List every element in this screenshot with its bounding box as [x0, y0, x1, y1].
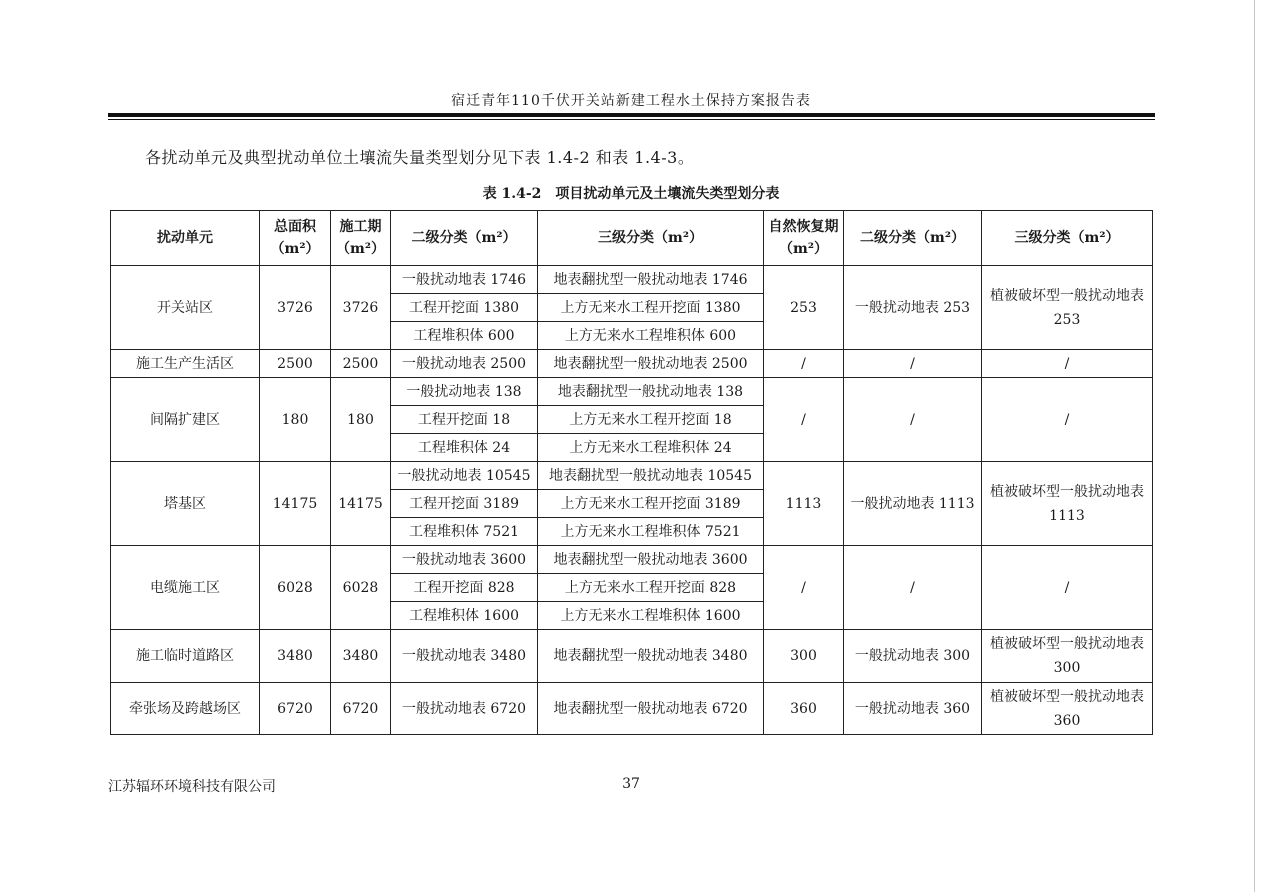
table-row	[111, 683, 1153, 735]
recovery-area-cell: /	[764, 378, 844, 462]
recovery-level3-cell: /	[982, 378, 1153, 462]
unit-cell: 牵张场及跨越场区	[111, 683, 260, 735]
level2-cell: 一般扰动地表 10545	[391, 462, 538, 490]
recovery-level2-cell: 一般扰动地表 253	[844, 266, 982, 350]
level3-cell: 上方无来水工程堆积体 7521	[538, 518, 764, 546]
construction-area-cell: 3480	[331, 630, 391, 683]
level2-cell: 工程开挖面 18	[391, 406, 538, 434]
level2-cell: 工程开挖面 828	[391, 574, 538, 602]
level2-cell: 一般扰动地表 138	[391, 378, 538, 406]
table-row	[111, 378, 1153, 406]
level3-cell: 上方无来水工程堆积体 600	[538, 322, 764, 350]
level3-cell: 地表翻扰型一般扰动地表 2500	[538, 350, 764, 378]
level2-cell: 工程堆积体 600	[391, 322, 538, 350]
level3-cell: 地表翻扰型一般扰动地表 10545	[538, 462, 764, 490]
recovery-level3-cell: 植被破坏型一般扰动地表 300	[982, 630, 1153, 683]
level2-cell: 一般扰动地表 3600	[391, 546, 538, 574]
recovery-level2-cell: 一般扰动地表 300	[844, 630, 982, 683]
total-area-cell: 2500	[260, 350, 331, 378]
intro-paragraph: 各扰动单元及典型扰动单位土壤流失量类型划分见下表 1.4-2 和表 1.4-3。	[145, 148, 695, 167]
recovery-level2-cell: 一般扰动地表 1113	[844, 462, 982, 546]
header-cell: 二级分类（m²）	[844, 211, 982, 266]
recovery-level3-cell: 植被破坏型一般扰动地表 1113	[982, 462, 1153, 546]
level3-cell: 地表翻扰型一般扰动地表 6720	[538, 683, 764, 735]
construction-area-cell: 180	[331, 378, 391, 462]
construction-area-cell: 6720	[331, 683, 391, 735]
unit-cell: 塔基区	[111, 462, 260, 546]
level3-cell: 上方无来水工程开挖面 3189	[538, 490, 764, 518]
table-row	[111, 462, 1153, 490]
unit-cell: 施工生产生活区	[111, 350, 260, 378]
footer-company: 江苏辐环环境科技有限公司	[108, 779, 276, 795]
table-row	[111, 266, 1153, 294]
unit-cell: 间隔扩建区	[111, 378, 260, 462]
table-row	[111, 350, 1153, 378]
unit-cell: 开关站区	[111, 266, 260, 350]
total-area-cell: 3726	[260, 266, 331, 350]
header-cell: 三级分类（m²）	[538, 211, 764, 266]
total-area-cell: 3480	[260, 630, 331, 683]
level3-cell: 地表翻扰型一般扰动地表 3480	[538, 630, 764, 683]
recovery-area-cell: 253	[764, 266, 844, 350]
level3-cell: 上方无来水工程开挖面 18	[538, 406, 764, 434]
level2-cell: 工程开挖面 3189	[391, 490, 538, 518]
construction-area-cell: 14175	[331, 462, 391, 546]
header-cell: 扰动单元	[111, 211, 260, 266]
table-caption: 表 1.4-2 项目扰动单元及土壤流失类型划分表	[482, 186, 780, 202]
level3-cell: 上方无来水工程堆积体 1600	[538, 602, 764, 630]
level3-cell: 地表翻扰型一般扰动地表 138	[538, 378, 764, 406]
level2-cell: 工程堆积体 7521	[391, 518, 538, 546]
total-area-cell: 6028	[260, 546, 331, 630]
recovery-level3-cell: 植被破坏型一般扰动地表 253	[982, 266, 1153, 350]
total-area-cell: 180	[260, 378, 331, 462]
construction-area-cell: 3726	[331, 266, 391, 350]
recovery-level2-cell: 一般扰动地表 360	[844, 683, 982, 735]
header-cell: 三级分类（m²）	[982, 211, 1153, 266]
total-area-cell: 14175	[260, 462, 331, 546]
construction-area-cell: 2500	[331, 350, 391, 378]
level2-cell: 一般扰动地表 1746	[391, 266, 538, 294]
soil-loss-classification-table	[110, 210, 1153, 735]
recovery-area-cell: 360	[764, 683, 844, 735]
unit-cell: 电缆施工区	[111, 546, 260, 630]
recovery-area-cell: /	[764, 350, 844, 378]
unit-cell: 施工临时道路区	[111, 630, 260, 683]
level3-cell: 上方无来水工程开挖面 1380	[538, 294, 764, 322]
header-cell: 总面积（m²）	[260, 211, 331, 266]
level3-cell: 上方无来水工程堆积体 24	[538, 434, 764, 462]
level2-cell: 一般扰动地表 6720	[391, 683, 538, 735]
recovery-level3-cell: /	[982, 350, 1153, 378]
construction-area-cell: 6028	[331, 546, 391, 630]
recovery-area-cell: /	[764, 546, 844, 630]
level3-cell: 地表翻扰型一般扰动地表 1746	[538, 266, 764, 294]
recovery-level2-cell: /	[844, 546, 982, 630]
header-cell: 施工期（m²）	[331, 211, 391, 266]
table-header-row	[111, 211, 1153, 266]
header-rule-thin	[108, 119, 1155, 120]
header-cell: 二级分类（m²）	[391, 211, 538, 266]
level2-cell: 工程堆积体 1600	[391, 602, 538, 630]
header-rule	[108, 113, 1155, 117]
page-number: 37	[622, 776, 640, 792]
level2-cell: 一般扰动地表 2500	[391, 350, 538, 378]
level3-cell: 上方无来水工程开挖面 828	[538, 574, 764, 602]
recovery-level2-cell: /	[844, 350, 982, 378]
page-edge-rule	[1254, 0, 1255, 892]
total-area-cell: 6720	[260, 683, 331, 735]
table-row	[111, 546, 1153, 574]
level2-cell: 工程堆积体 24	[391, 434, 538, 462]
level2-cell: 一般扰动地表 3480	[391, 630, 538, 683]
document-header-title: 宿迁青年110千伏开关站新建工程水土保持方案报告表	[451, 93, 811, 109]
recovery-level3-cell: 植被破坏型一般扰动地表 360	[982, 683, 1153, 735]
header-cell: 自然恢复期（m²）	[764, 211, 844, 266]
table-row	[111, 630, 1153, 683]
level2-cell: 工程开挖面 1380	[391, 294, 538, 322]
recovery-level3-cell: /	[982, 546, 1153, 630]
recovery-area-cell: 1113	[764, 462, 844, 546]
recovery-area-cell: 300	[764, 630, 844, 683]
recovery-level2-cell: /	[844, 378, 982, 462]
level3-cell: 地表翻扰型一般扰动地表 3600	[538, 546, 764, 574]
